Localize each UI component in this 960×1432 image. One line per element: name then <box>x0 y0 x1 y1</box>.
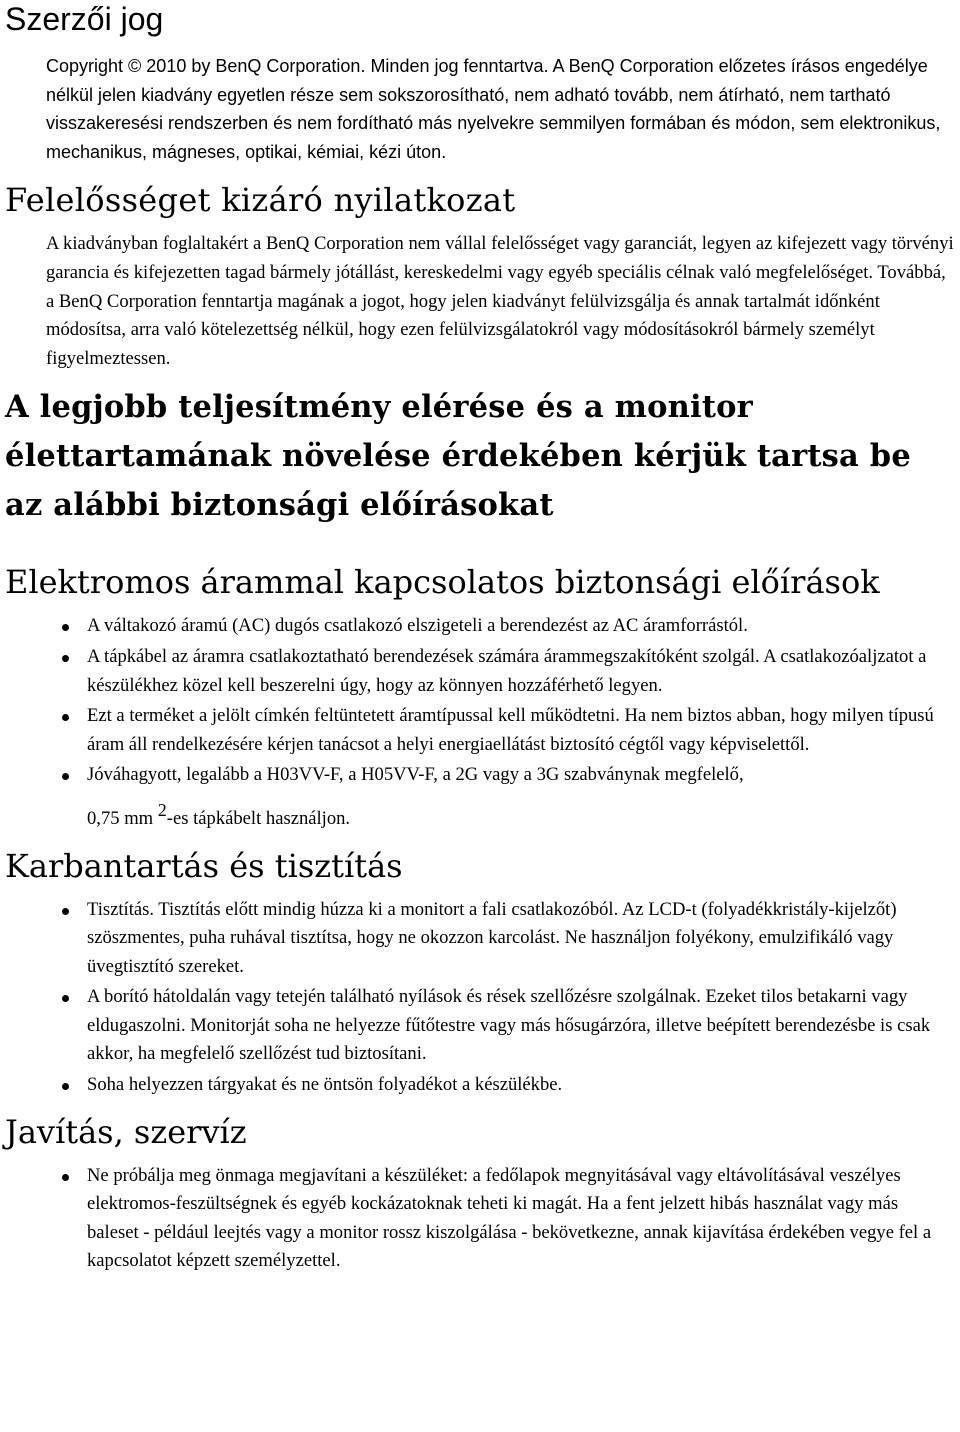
repair-title: Javítás, szervíz <box>5 1112 247 1151</box>
copyright-text: Copyright © 2010 by BenQ Corporation. Minden jog fenntartva. A BenQ Corporation előzetes írásos engedélye nélkül jelen kiadvány egyetlen része sem sokszorosítható, nem adható tovább, nem átírható, nem tartható visszakeresési rendszerben és nem fordítható más nyelvekre semmilyen formában és módon, sem elektronikus, mechanikus, mágneses, optikai, kémiai, kézi úton. <box>46 56 941 162</box>
performance-title: A legjobb teljesítmény elérése és a monitor élettartamának növelése érdekében kérjük tartsa be az alábbi biztonsági előírásokat <box>5 389 911 524</box>
maintenance-list <box>5 896 954 1100</box>
electrical-safety-list <box>5 612 954 833</box>
list-item <box>5 643 954 700</box>
copyright-title: Szerzői jog <box>5 1 164 37</box>
electrical-safety-title: Elektromos árammal kapcsolatos biztonsági előírások <box>5 563 880 602</box>
list-item <box>5 1071 954 1100</box>
list-item-text: A váltakozó áramú (AC) dugós csatlakozó elszigeteli a berendezést az AC áramforrástól. <box>87 615 748 637</box>
list-item-text: Ezt a terméket a jelölt címkén feltüntetett áramtípussal kell működtetni. Ha nem biztos abban, hogy milyen típusú áram áll rendelkezésére kérjen tanácsot a helyi energiaellátást biztosító cégtől vagy képviselettől. <box>87 705 934 755</box>
bullet-icon <box>62 624 69 631</box>
bullet-icon <box>62 773 69 780</box>
cable-exponent: 2 <box>157 799 167 820</box>
bullet-icon <box>62 1083 69 1090</box>
list-item <box>5 702 954 759</box>
bullet-icon <box>62 1174 69 1181</box>
cable-rest: -es tápkábelt használjon. <box>166 807 351 829</box>
repair-list <box>5 1162 954 1276</box>
cable-line-2 <box>87 796 954 834</box>
list-item-text: Soha helyezzen tárgyakat és ne öntsön folyadékot a készülékbe. <box>87 1074 563 1096</box>
list-item-text: A tápkábel az áramra csatlakoztatható berendezések számára árammegszakítóként szolgál. A csatlakozóaljzatot a készülékhez közel kell beszerelni úgy, hogy az könnyen hozzáférhető legyen. <box>87 645 927 696</box>
list-item <box>5 1162 954 1276</box>
list-item <box>5 761 954 833</box>
list-item <box>5 612 954 641</box>
list-item-text: Tisztítás. Tisztítás előtt mindig húzza ki a monitort a fali csatlakozóból. Az LCD-t (folyadékkristály-kijelzőt) szöszmentes, puha ruhával tisztítsa, hogy ne okozzon karcolást. Ne használjon folyékony, emulzifikáló vagy üvegtisztító szereket. <box>87 898 897 977</box>
list-item-text: Ne próbálja meg önmaga megjavítani a készüléket: a fedőlapok megnyitásával vagy eltávolításával veszélyes elektromos-feszültségnek és egyéb kockázatoknak teheti ki magát. Ha a fent jelzett hibás használat vagy más baleset - például leejtés vagy a monitor rossz kiszolgálása - bekövetkezne, annak kijavítása érdekében vegye fel a kapcsolatot képzett személyzettel. <box>87 1164 932 1272</box>
list-item-text: A borító hátoldalán vagy tetején található nyílások és rések szellőzésre szolgálnak. Ezeket tilos betakarni vagy eldugaszolni. Monitorját soha ne helyezze fűtőtestre vagy más hősugárzóra, illetve beépített berendezésbe is csak akkor, ha megfelelő szellőzést tud biztosítani. <box>87 986 931 1065</box>
bullet-icon <box>62 995 69 1002</box>
cable-line-1: Jóváhagyott, legalább a H03VV-F, a H05VV-F, a 2G vagy a 3G szabványnak megfelelő, <box>87 764 744 786</box>
maintenance-title: Karbantartás és tisztítás <box>5 846 403 885</box>
bullet-icon <box>62 655 69 662</box>
bullet-icon <box>62 908 69 915</box>
bullet-icon <box>62 714 69 721</box>
disclaimer-text: A kiadványban foglaltakért a BenQ Corporation nem vállal felelősséget vagy garanciát, legyen az kifejezett vagy törvényi garancia és kifejezetten tagad bármely jótállást, kereskedelmi vagy egyéb speciális célnak való megfelelőséget. Továbbá, a BenQ Corporation fenntartja magának a jogot, hogy jelen kiadványt felülvizsgálja és annak tartalmát időnként módosítsa, arra való kötelezettség nélkül, hogy ezen felülvizsgálatokról vagy módosításokról bármely személyt figyelmeztessen. <box>46 233 954 369</box>
list-item <box>5 896 954 982</box>
cable-size: 0,75 mm <box>87 807 154 829</box>
disclaimer-title: Felelősséget kizáró nyilatkozat <box>5 181 516 220</box>
list-item <box>5 983 954 1069</box>
